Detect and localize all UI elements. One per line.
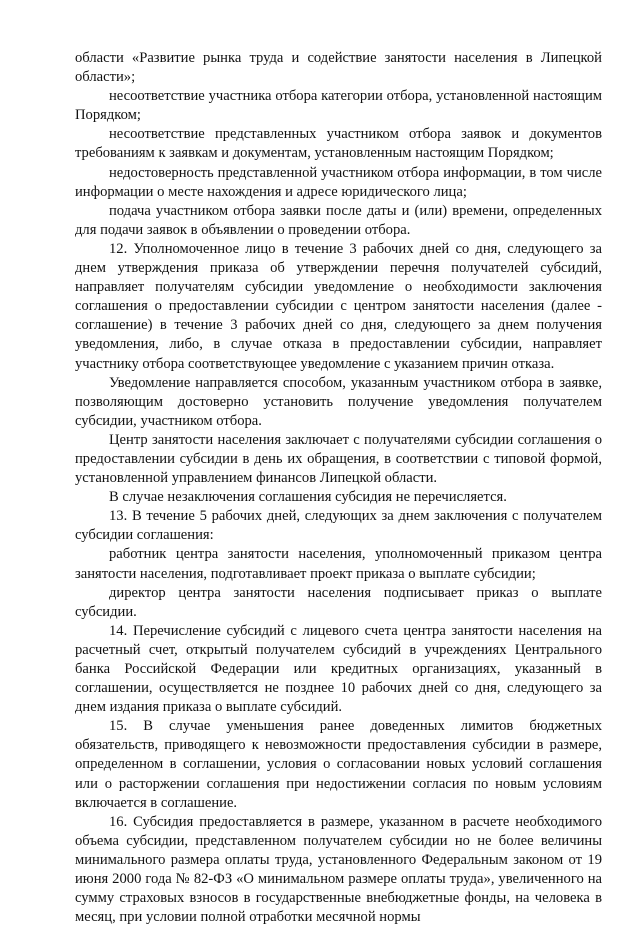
- paragraph-order-signing: директор центра занятости населения подписывает приказ о выплате субсидии.: [75, 584, 602, 620]
- paragraph-refusal-reason-late-submission: подача участником отбора заявки после даты и (или) времени, определенных для подачи заявок в объявлении о проведении отбора.: [75, 202, 602, 238]
- paragraph-order-draft: работник центра занятости населения, уполномоченный приказом центра занятости населения, подготавливает проект приказа о выплате субсидии;: [75, 546, 602, 582]
- document-page: [75, 49, 602, 927]
- paragraph-notification-method: Уведомление направляется способом, указанным участником отбора в заявке, позволяющим достоверно установить получение уведомления получателем субсидии, участником отбора.: [75, 374, 602, 429]
- paragraph-item-16: 16. Субсидия предоставляется в размере, указанном в расчете необходимого объема субсидии, представленном получателем субсидии но не более величины минимального размера оплаты труда, установленного Федеральным законом от 19 июня 2000 года № 82-ФЗ «О минимальном размере оплаты труда», увеличенного на сумму страховых взносов в государственные внебюджетные фонды, на человека в месяц, при условии полной отработки месячной нормы: [75, 813, 602, 926]
- paragraph-refusal-reason-category: несоответствие участника отбора категории отбора, установленной настоящим Порядком;: [75, 88, 602, 124]
- paragraph-item-15: 15. В случае уменьшения ранее доведенных лимитов бюджетных обязательств, приводящего к невозможности предоставления субсидии в размере, определенном в соглашении, условия о согласовании новых условий соглашения или о расторжении соглашения при недостижении согласия по новым условиям включается в соглашение.: [75, 718, 602, 811]
- paragraph-item-13: 13. В течение 5 рабочих дней, следующих за днем заключения с получателем субсидии соглашения:: [75, 508, 602, 544]
- paragraph-agreement-conclusion: Центр занятости населения заключает с получателями субсидии соглашения о предоставлении субсидии в день их обращения, в соответствии с типовой формой, установленной управлением финансов Липецкой области.: [75, 431, 602, 487]
- paragraph-item-12: 12. Уполномоченное лицо в течение 3 рабочих дней со дня, следующего за днем утверждения приказа об утверждении перечня получателей субсидий, направляет получателям субсидии уведомление о необходимости заключения соглашения о предоставлении субсидии с центром занятости населения (далее - соглашение) в течение 3 рабочих дней со дня, следующего за днем получения уведомления, либо, в случае отказа в предоставлении субсидии, направляет участнику отбора соответствующее уведомление с указанием причин отказа.: [75, 240, 602, 372]
- paragraph-refusal-reason-documents: несоответствие представленных участником отбора заявок и документов требованиям к заявкам и документам, установленным настоящим Порядком;: [75, 126, 602, 162]
- paragraph-item-14: 14. Перечисление субсидий с лицевого счета центра занятости населения на расчетный счет, открытый получателем субсидий в учреждениях Центрального банка Российской Федерации или кредитных организациях, указанный в соглашении, осуществляется не позднее 10 рабочих дней со дня, следующего за днем издания приказа о выплате субсидий.: [75, 622, 602, 716]
- paragraph-refusal-reason-inaccuracy: недостоверность представленной участником отбора информации, в том числе информации о месте нахождения и адресе юридического лица;: [75, 164, 602, 200]
- paragraph-non-conclusion: В случае незаключения соглашения субсидия не перечисляется.: [109, 489, 507, 506]
- paragraph-continuation: области «Развитие рынка труда и содействие занятости населения в Липецкой области»;: [75, 50, 602, 86]
